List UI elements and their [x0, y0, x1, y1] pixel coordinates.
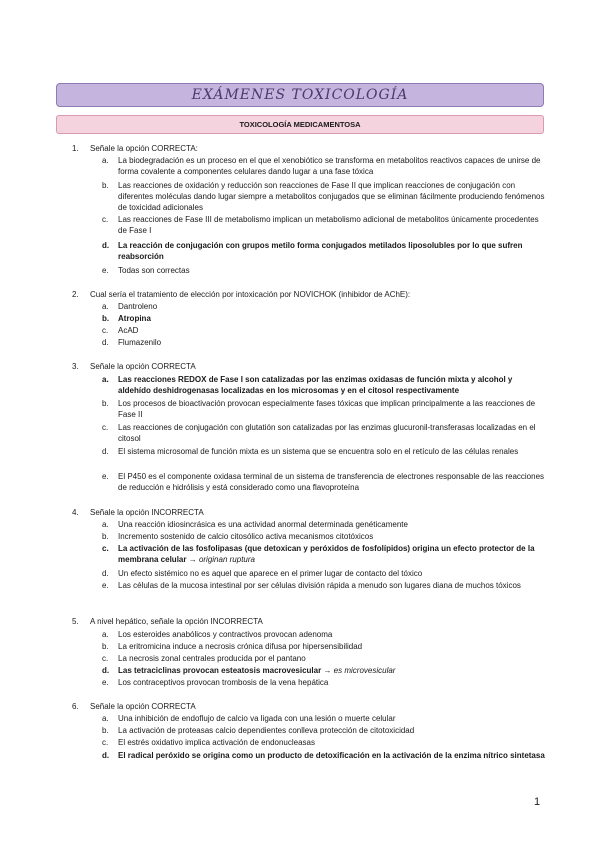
correction-note: → originan ruptura: [188, 555, 255, 564]
option-letter: d.: [102, 447, 109, 456]
question-stem: Señale la opción CORRECTA:: [90, 144, 198, 153]
option-text: Todas son correctas: [118, 266, 190, 275]
option-text: Los procesos de bioactivación provocan especialmente fases tóxicas que implican principalmente a las reacciones de Fase II: [118, 399, 536, 419]
option-letter: c.: [102, 738, 109, 747]
option-letter: b.: [102, 726, 109, 735]
question-stem: A nivel hepático, señale la opción INCORRECTA: [90, 617, 263, 626]
option-letter: d.: [102, 666, 110, 675]
question-stem: Cual sería el tratamiento de elección por intoxicación por NOVICHOK (inhibidor de AChE):: [90, 290, 411, 299]
option-text: Las reacciones de oxidación y reducción son reacciones de Fase II que implican reacciones de conjugación con diferentes moléculas dando lugar siempre a metabolitos conjugados que se eliminan fácilmente produciendo fenómenos de toxicidad adicionales: [118, 181, 545, 212]
option-text: La activación de proteasas calcio dependientes conlleva protección de citotoxicidad: [118, 726, 415, 735]
question-number: 6.: [72, 702, 79, 711]
option-text: [118, 665, 546, 676]
option-letter: b.: [102, 314, 110, 323]
page-title: EXÁMENES TOXICOLOGÍA: [56, 83, 544, 107]
option-text-main: La activación de las fosfolipasas (que detoxican y peróxidos de fosfolípidos) origina un efecto protector de la membrana celular: [118, 544, 535, 564]
option-text: El sistema microsomal de función mixta es un sistema que se encuentra solo en el retículo de las células renales: [118, 447, 519, 456]
option-letter: b.: [102, 181, 109, 190]
option-letter: d.: [102, 241, 110, 250]
option-letter: c.: [102, 654, 109, 663]
option-letter: d.: [102, 338, 109, 347]
option-text: Una reacción idiosincrásica es una actividad anormal determinada genéticamente: [118, 520, 408, 529]
option-letter: c.: [102, 544, 109, 553]
question-number: 1.: [72, 144, 79, 153]
option-text: Atropina: [118, 314, 151, 323]
question-number: 2.: [72, 290, 79, 299]
option-text: Las reacciones de Fase III de metabolismo implican un metabolismo adicional de metabolitos únicamente procedentes de Fase I: [118, 215, 539, 235]
option-text: El radical peróxido se origina como un producto de detoxificación en la activación de la enzima nítrico sintetasa: [118, 751, 545, 760]
option-letter: a.: [102, 520, 109, 529]
option-text: Flumazenilo: [118, 338, 162, 347]
option-text: La biodegradación es un proceso en el que el xenobiótico se transforma en metabolitos reactivos capaces de unirse de forma covalente a componentes celulares dando lugar a una fase tóxica: [118, 156, 541, 176]
option-text: El estrés oxidativo implica activación de endonucleasas: [118, 738, 315, 747]
question-number: 3.: [72, 362, 79, 371]
option-text-main: Las tetraciclinas provocan esteatosis macrovesicular: [118, 666, 322, 675]
option-letter: c.: [102, 215, 109, 224]
question-number: 4.: [72, 508, 79, 517]
option-letter: d.: [102, 751, 110, 760]
option-text: AcAD: [118, 326, 139, 335]
question-stem: Señale la opción CORRECTA: [90, 702, 196, 711]
question-stem: Señale la opción INCORRECTA: [90, 508, 204, 517]
option-letter: a.: [102, 630, 109, 639]
option-text: La necrosis zonal centrales producida por el pantano: [118, 654, 306, 663]
option-text: Las células de la mucosa intestinal por ser células división rápida a menudo son lugares diana de muchos tóxicos: [118, 581, 521, 590]
option-letter: e.: [102, 678, 109, 687]
option-text: Incremento sostenido de calcio citosólico activa mecanismos citotóxicos: [118, 532, 374, 541]
option-letter: e.: [102, 472, 109, 481]
option-letter: b.: [102, 642, 109, 651]
option-letter: d.: [102, 569, 109, 578]
correction-note: → es microvesicular: [323, 666, 396, 675]
question-stem: Señale la opción CORRECTA: [90, 362, 196, 371]
option-letter: e.: [102, 266, 109, 275]
section-heading: TOXICOLOGÍA MEDICAMENTOSA: [56, 115, 544, 134]
option-text: La eritromicina induce a necrosis crónica difusa por hipersensibilidad: [118, 642, 363, 651]
question-number: 5.: [72, 617, 79, 626]
option-text: La reacción de conjugación con grupos metilo forma conjugados metilados liposolubles por lo que sufren reabsorción: [118, 241, 523, 261]
page-number: 1: [534, 796, 541, 808]
option-text: El P450 es el componente oxidasa terminal de un sistema de transferencia de electrones responsable de las reacciones de reducción e hidrólisis y está considerado como una flavoproteína: [118, 472, 545, 492]
option-text: Los contraceptivos provocan trombosis de la vena hepática: [118, 678, 329, 687]
option-letter: c.: [102, 423, 109, 432]
option-letter: a.: [102, 714, 109, 723]
option-letter: e.: [102, 581, 109, 590]
option-letter: a.: [102, 302, 109, 311]
option-letter: c.: [102, 326, 109, 335]
option-text: Una inhibición de endoflujo de calcio va ligada con una lesión o muerte celular: [118, 714, 396, 723]
option-letter: b.: [102, 399, 109, 408]
option-letter: a.: [102, 375, 109, 384]
option-text: Un efecto sistémico no es aquel que aparece en el primer lugar de contacto del tóxico: [118, 569, 423, 578]
option-text: Los esteroides anabólicos y contractivos provocan adenoma: [118, 630, 333, 639]
option-letter: a.: [102, 156, 109, 165]
option-letter: b.: [102, 532, 109, 541]
option-text: Las reacciones REDOX de Fase I son catalizadas por las enzimas oxidasas de función mixta y alcohol y aldehído deshidrogenasas localizadas en los microsomas y en el citosol respectivamente: [118, 375, 513, 395]
option-text: Dantroleno: [118, 302, 158, 311]
option-text: Las reacciones de conjugación con glutatión son catalizadas por las enzimas glucuronil-transferasas localizadas en el citosol: [118, 423, 536, 443]
option-text: [118, 543, 546, 565]
